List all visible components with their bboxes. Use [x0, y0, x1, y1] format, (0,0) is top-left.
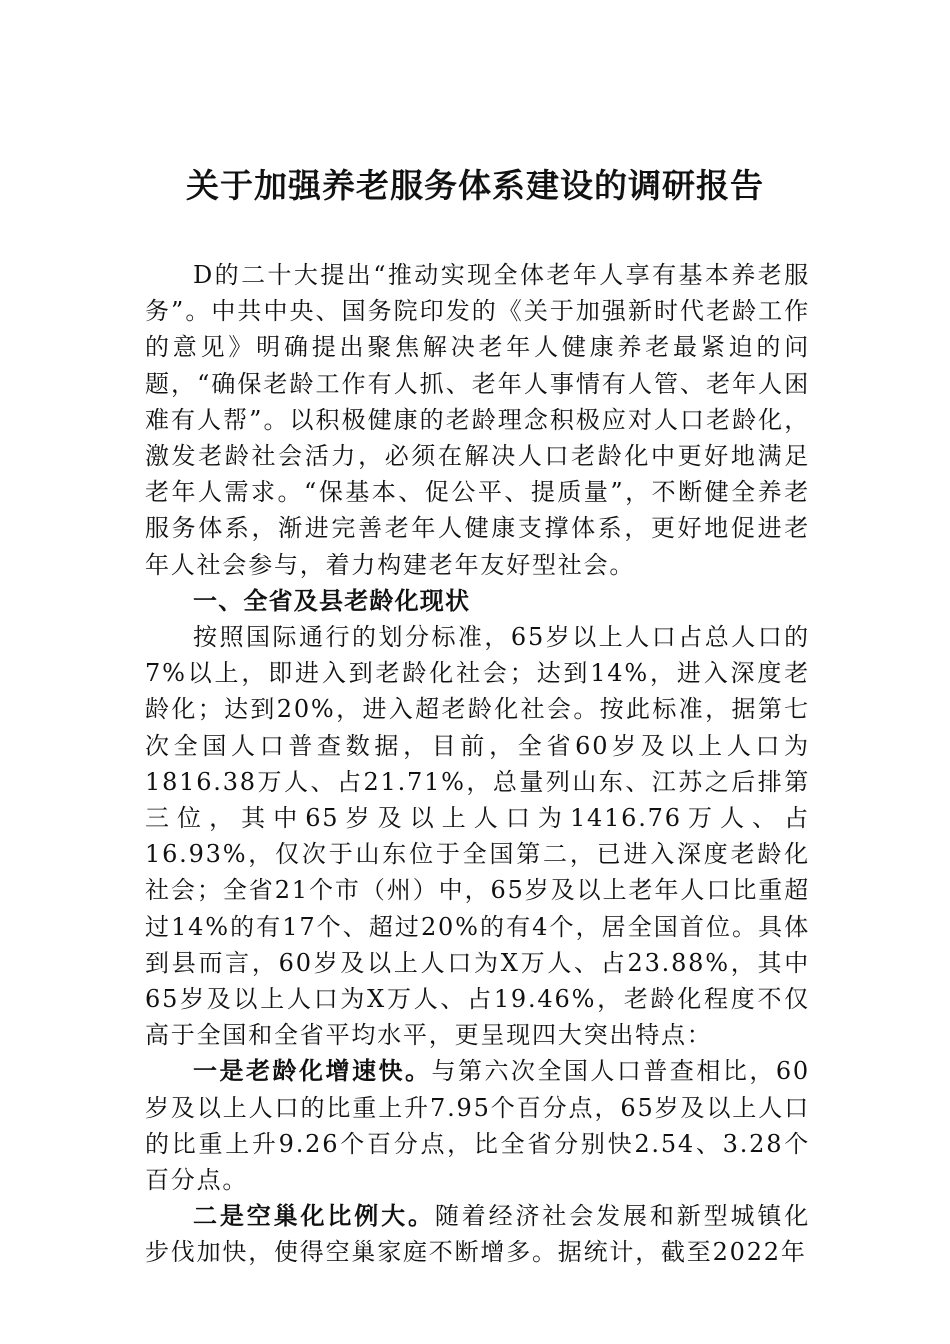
intro-paragraph: D的二十大提出“推动实现全体老年人享有基本养老服务”。中共中央、国务院印发的《关于加强新时代老龄工作的意见》明确提出聚焦解决老年人健康养老最紧迫的问题，“确保老龄工作有人抓、老年人事情有人管、老年人困难有人帮”。以积极健康的老龄理念积极应对人口老龄化，激发老龄社会活力，必须在解决人口老龄化中更好地满足老年人需求。“保基本、促公平、提质量”，不断健全养老服务体系，渐进完善老年人健康支撑体系，更好地促进老年人社会参与，着力构建老年友好型社会。	[145, 261, 810, 579]
section-paragraph: 按照国际通行的划分标准，65岁以上人口占总人口的7%以上，即进入到老龄化社会；达到14%，进入深度老龄化；达到20%，进入超老龄化社会。按此标准，据第七次全国人口普查数据，目前，全省60岁及以上人口为1816.38万人、占21.71%，总量列山东、江苏之后排第三位，其中65岁及以上人口为1416.76万人、占16.93%，仅次于山东位于全国第二，已进入深度老龄化社会；全省21个市（州）中，65岁及以上老年人口比重超过14%的有17个、超过20%的有4个，居全国首位。具体到县而言，60岁及以上人口为X万人、占23.88%，其中65岁及以上人口为X万人、占19.46%，老龄化程度不仅高于全国和全省平均水平，更呈现四大突出特点：	[145, 623, 810, 1050]
point-lead-2: 二是空巢化比例大。	[193, 1201, 435, 1231]
point-body-1: 与第六次全国人口普查相比，60岁及以上人口的比重上升7.95个百分点，65岁及以上人口的比重上升9.26个百分点，比全省分别快2.54、3.28个百分点。	[145, 1057, 811, 1195]
point-paragraph-2	[145, 1198, 810, 1270]
point-body-2: 随着经济社会发展和新型城镇化步伐加快，使得空巢家庭不断增多。据统计，截至2022年	[145, 1202, 810, 1267]
document-title: 关于加强养老服务体系建设的调研报告	[186, 166, 764, 205]
point-lead-1: 一是老龄化增速快。	[193, 1056, 432, 1086]
document-body	[145, 257, 810, 1271]
section-heading: 一、全省及县老龄化现状	[193, 586, 471, 615]
point-paragraph-1	[145, 1053, 810, 1198]
